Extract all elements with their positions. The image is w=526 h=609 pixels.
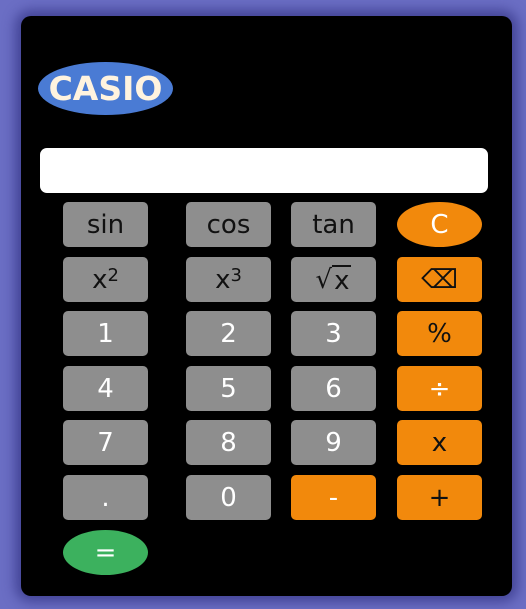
clear-button[interactable]: C — [397, 202, 482, 247]
calculator-body — [21, 16, 512, 596]
digit-2-button[interactable]: 2 — [186, 311, 271, 356]
tan-button[interactable]: tan — [291, 202, 376, 247]
backspace-button[interactable] — [397, 257, 482, 302]
digit-9-button[interactable]: 9 — [291, 420, 376, 465]
display-field[interactable] — [40, 148, 488, 193]
digit-5-button[interactable]: 5 — [186, 366, 271, 411]
casio-logo: CASIO — [38, 62, 173, 115]
sqrt-var: x — [334, 265, 350, 296]
sin-button[interactable]: sin — [63, 202, 148, 247]
cos-button[interactable]: cos — [186, 202, 271, 247]
sqrt-button[interactable] — [291, 257, 376, 302]
sqrt-icon: √ — [315, 264, 333, 295]
digit-4-button[interactable]: 4 — [63, 366, 148, 411]
digit-7-button[interactable]: 7 — [63, 420, 148, 465]
divide-button[interactable]: ÷ — [397, 366, 482, 411]
digit-6-button[interactable]: 6 — [291, 366, 376, 411]
cube-button[interactable] — [186, 257, 271, 302]
digit-8-button[interactable]: 8 — [186, 420, 271, 465]
multiply-button[interactable]: x — [397, 420, 482, 465]
equals-button[interactable]: = — [63, 530, 148, 575]
digit-1-button[interactable]: 1 — [63, 311, 148, 356]
square-button[interactable] — [63, 257, 148, 302]
square-exponent: 2 — [107, 265, 119, 286]
square-base: x — [92, 264, 108, 295]
minus-button[interactable]: - — [291, 475, 376, 520]
cube-exponent: 3 — [230, 265, 242, 286]
decimal-button[interactable]: . — [63, 475, 148, 520]
percent-button[interactable]: % — [397, 311, 482, 356]
plus-button[interactable]: + — [397, 475, 482, 520]
digit-0-button[interactable]: 0 — [186, 475, 271, 520]
backspace-icon: ⌫ — [421, 264, 458, 295]
cube-base: x — [215, 264, 231, 295]
digit-3-button[interactable]: 3 — [291, 311, 376, 356]
